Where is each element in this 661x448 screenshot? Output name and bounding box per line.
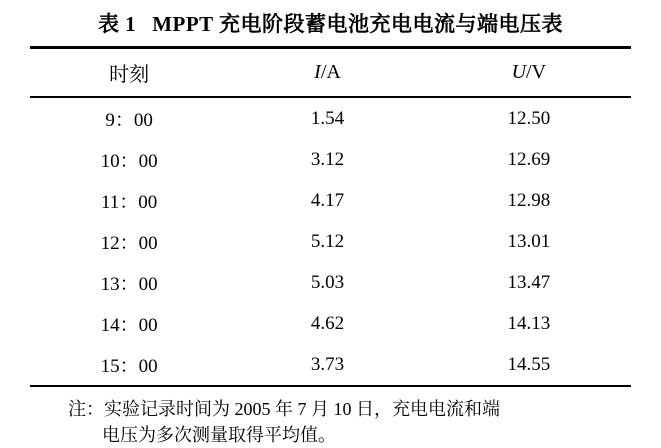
cell-time: 12：00 — [100, 233, 158, 254]
current-symbol: I — [314, 61, 321, 83]
table-caption — [30, 0, 631, 46]
cell-voltage: 13.47 — [507, 271, 551, 293]
table-row — [30, 98, 631, 139]
column-header-voltage — [427, 49, 631, 96]
cell-current: 5.03 — [310, 271, 345, 293]
table-note-line-1: 注：实验记录时间为 2005 年 7 月 10 日，充电电流和端 — [68, 399, 500, 419]
cell-current: 4.62 — [310, 312, 345, 334]
column-header-time: 时刻 — [109, 64, 150, 86]
cell-voltage: 14.55 — [507, 353, 551, 375]
cell-time: 10：00 — [100, 151, 158, 172]
cell-current: 3.12 — [310, 148, 345, 170]
cell-current: 3.73 — [310, 353, 345, 375]
cell-current: 1.54 — [310, 107, 345, 129]
column-header-current — [228, 49, 426, 96]
table-row — [30, 139, 631, 180]
table-header-row — [30, 49, 631, 96]
cell-time: 14：00 — [100, 315, 158, 336]
table-note-line-2: 电压为多次测量取得平均值。 — [102, 425, 336, 446]
table-header — [30, 49, 631, 96]
mppt-data-table — [30, 49, 631, 96]
cell-voltage: 12.69 — [507, 148, 551, 170]
cell-time: 11：00 — [101, 192, 158, 213]
table-row — [30, 303, 631, 344]
voltage-symbol: U — [511, 61, 527, 83]
table-row — [30, 344, 631, 385]
cell-current: 4.17 — [310, 189, 345, 211]
cell-time: 9：00 — [105, 110, 153, 131]
cell-time: 15：00 — [100, 356, 158, 377]
cell-current: 5.12 — [310, 230, 345, 252]
table-caption-label: 表 1 — [97, 12, 137, 36]
cell-voltage: 14.13 — [507, 312, 551, 334]
table-body — [30, 98, 631, 385]
cell-voltage: 12.50 — [507, 107, 551, 129]
cell-voltage: 12.98 — [507, 189, 551, 211]
current-unit: /A — [320, 61, 341, 83]
cell-time: 13：00 — [100, 274, 158, 295]
cell-voltage: 13.01 — [507, 230, 551, 252]
table-row — [30, 180, 631, 221]
table-row — [30, 262, 631, 303]
mppt-data-body — [30, 98, 631, 385]
voltage-unit: /V — [526, 61, 547, 83]
table-caption-title: MPPT 充电阶段蓄电池充电电流与端电压表 — [152, 12, 564, 36]
table-note — [30, 387, 631, 448]
table-row — [30, 221, 631, 262]
